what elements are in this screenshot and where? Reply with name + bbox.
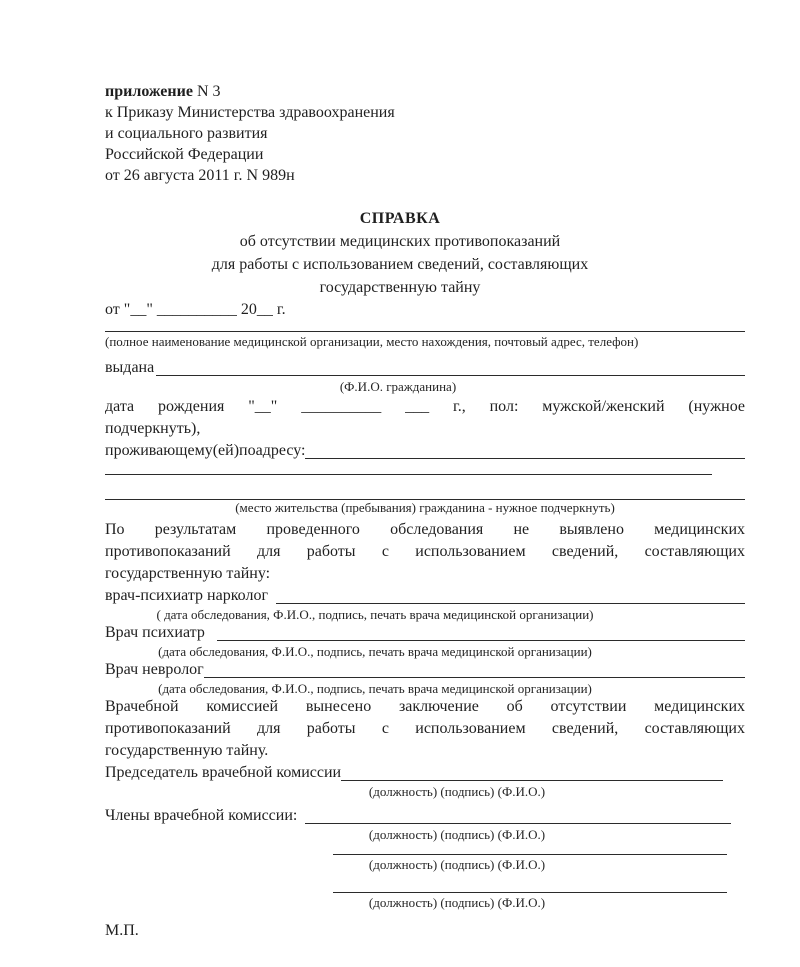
doctor-psychiatrist-label: Врач психиатр: [105, 624, 205, 641]
document-subtitle-3: государственную тайну: [319, 279, 481, 296]
order-line-3: Российской Федерации: [105, 146, 264, 163]
order-line-1: к Приказу Министерства здравоохранения: [105, 104, 395, 121]
appendix-line: [105, 81, 745, 102]
member-3-signature-caption: (должность) (подпись) (Ф.И.О.): [368, 895, 546, 910]
title-block: [105, 207, 695, 299]
organization-blank-line: [105, 321, 745, 332]
doctor-narcologist-blank-line: [276, 585, 745, 604]
doctor-psychiatrist-row: [105, 622, 745, 644]
conclusion-line-1: Врачебной комиссией вынесено заключение об отсутствии медицинских: [105, 698, 745, 715]
document-title: СПРАВКА: [359, 210, 441, 227]
organization-caption: (полное наименование медицинской организации, место нахождения, почтовый адрес, телефон): [105, 334, 639, 349]
birth-sex-wrap-line: подчеркнуть),: [105, 420, 201, 437]
issue-date-blank: от "__" __________ 20__ г.: [105, 301, 286, 318]
chairman-signature-blank-line: [341, 762, 723, 781]
document-subtitle-1: об отсутствии медицинских противопоказаний: [239, 233, 561, 250]
conclusion-line-2: противопоказаний для работы с использованием сведений, составляющих: [105, 720, 745, 737]
residence-row: [105, 440, 745, 462]
results-line-3: государственную тайну:: [105, 565, 271, 582]
residence-caption: (место жительства (пребывания) гражданина - нужное подчеркнуть): [235, 500, 615, 515]
doctor-psychiatrist-blank-line: [217, 622, 745, 641]
chairman-signature-caption: (должность) (подпись) (Ф.И.О.): [368, 784, 546, 799]
doctor-neurologist-row: [105, 659, 745, 681]
residence-blank-line-2: [105, 462, 712, 475]
document-subtitle-2: для работы с использованием сведений, составляющих: [211, 256, 589, 273]
residence-label: проживающему(ей)поадресу:: [105, 442, 306, 459]
order-line-2: и социального развития: [105, 125, 268, 142]
stamp-place-label: М.П.: [105, 922, 139, 939]
citizen-name-caption: (Ф.И.О. гражданина): [339, 379, 457, 394]
order-date-line: от 26 августа 2011 г. N 989н: [105, 167, 295, 184]
results-line-2: противопоказаний для работы с использованием сведений, составляющих: [105, 543, 745, 560]
conclusion-paragraph: [105, 696, 745, 762]
citizen-name-blank-line: [156, 357, 745, 376]
member-2-signature-caption: (должность) (подпись) (Ф.И.О.): [368, 857, 546, 872]
member-1-signature-blank-line: [305, 805, 731, 824]
doctor-neurologist-caption: (дата обследования, Ф.И.О., подпись, печать врача медицинской организации): [158, 681, 592, 696]
member-3-signature-blank-line: [333, 872, 727, 893]
appendix-number: N 3: [192, 83, 221, 100]
doctor-narcologist-label: врач-психиатр нарколог: [105, 587, 269, 604]
members-row: [105, 805, 745, 827]
results-paragraph: [105, 519, 745, 585]
issued-to-label: выдана: [105, 359, 155, 376]
member-2-signature-blank-line: [333, 842, 727, 855]
residence-blank-line: [305, 440, 745, 459]
residence-blank-line-3: [105, 475, 745, 500]
issued-to-row: [105, 357, 745, 379]
conclusion-line-3: государственную тайну.: [105, 742, 269, 759]
birth-sex-block: [105, 396, 745, 440]
appendix-label: приложение: [105, 83, 193, 100]
document-content: [105, 0, 745, 942]
doctor-neurologist-blank-line: [204, 659, 745, 678]
appendix-header: [105, 81, 745, 186]
doctor-narcologist-caption: ( дата обследования, Ф.И.О., подпись, печать врача медицинской организации): [156, 607, 594, 622]
member-1-signature-caption: (должность) (подпись) (Ф.И.О.): [368, 827, 546, 842]
birth-date-sex-line: дата рождения "__" __________ ___ г., пол: мужской/женский (нужное: [105, 398, 745, 415]
chairman-row: [105, 762, 745, 784]
doctor-psychiatrist-caption: (дата обследования, Ф.И.О., подпись, печать врача медицинской организации): [158, 644, 592, 659]
doctor-neurologist-label: Врач невролог: [105, 661, 204, 678]
results-line-1: По результатам проведенного обследования не выявлено медицинских: [105, 521, 745, 538]
members-label: Члены врачебной комиссии:: [105, 807, 298, 824]
chairman-label: Председатель врачебной комиссии: [105, 764, 342, 781]
doctor-narcologist-row: [105, 585, 745, 607]
